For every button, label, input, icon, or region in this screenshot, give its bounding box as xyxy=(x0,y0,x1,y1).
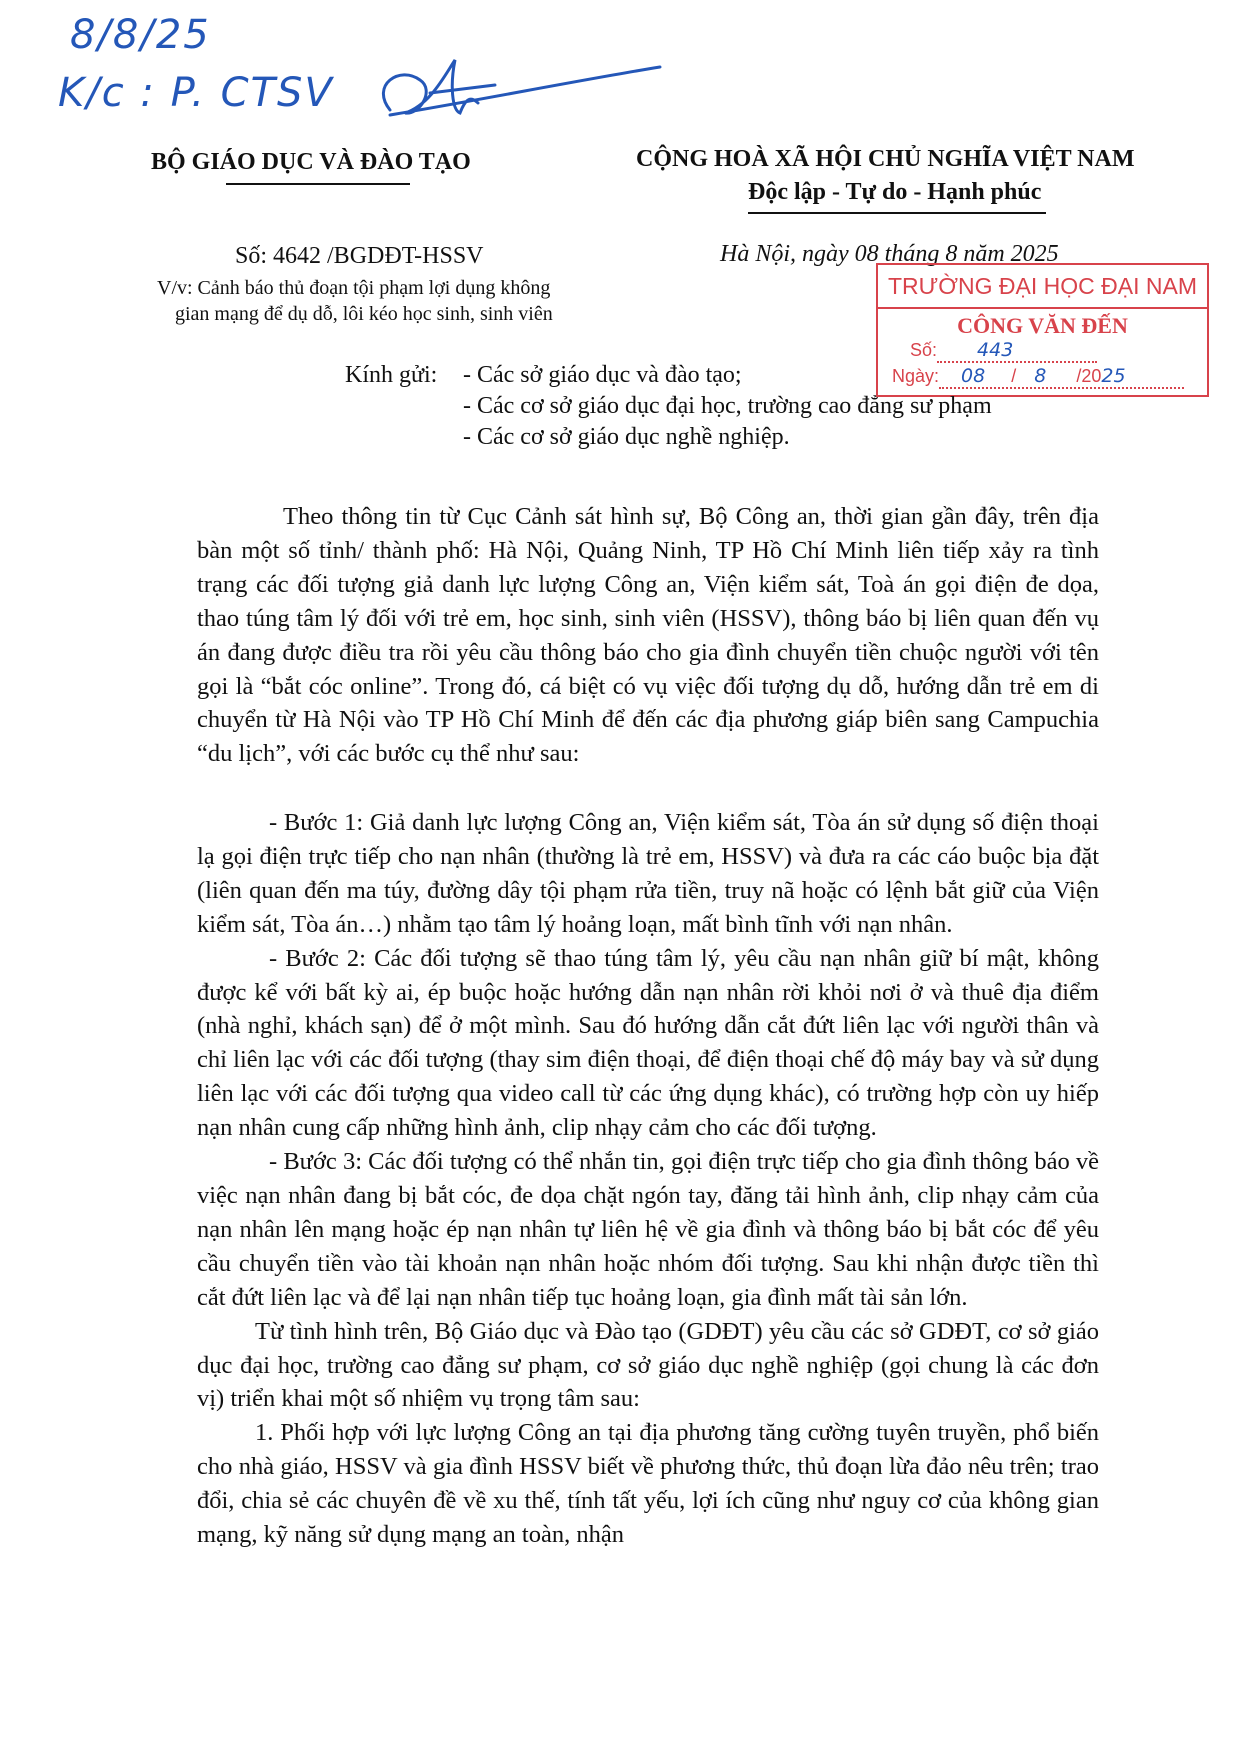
national-motto: Độc lập - Tự do - Hạnh phúc xyxy=(748,179,1042,205)
stamp-date-label: Ngày: xyxy=(892,366,940,386)
country-name: CỘNG HOÀ XÃ HỘI CHỦ NGHĨA VIỆT NAM xyxy=(636,146,1135,172)
motto-underline xyxy=(748,212,1046,214)
step-2-paragraph: - Bước 2: Các đối tượng sẽ thao túng tâm lý, yêu cầu nạn nhân giữ bí mật, không được kể với bất kỳ ai, ép buộc hoặc hướng dẫn nạn nhân rời khỏi nơi ở và thuê địa điểm (nhà nghỉ, khách sạn) để ở một mình. Sau đó hướng dẫn cắt đứt liên lạc với người thân và chỉ liên lạc với các đối tượng (thay sim điện thoại, để điện thoại chế độ máy bay và sử dụng liên lạc với các đối tượng qua video call từ các ứng dụng khác), có trường hợp còn uy hiếp nạn nhân cung cấp những hình ảnh, clip nhạy cảm cho các đối tượng. xyxy=(197,944,1099,1142)
recipient-item: - Các cơ sở giáo dục nghề nghiệp. xyxy=(463,424,790,450)
intro-paragraph: Theo thông tin từ Cục Cảnh sát hình sự, Bộ Công an, thời gian gần đây, trên địa bàn một số tỉnh/ thành phố: Hà Nội, Quảng Ninh, TP Hồ Chí Minh liên tiếp xảy ra tình trạng các đối tượng giả danh lực lượng Công an, Viện kiểm sát, Toà án gọi điện đe dọa, thao túng tâm lý đối với trẻ em, học sinh, sinh viên (HSSV), thông báo bị liên quan đến vụ án đang được điều tra rồi yêu cầu thông báo cho gia đình chuyển tiền chuộc người với tên gọi là “bắt cóc online”. Trong đó, cá biệt có vụ việc đối tượng dụ dỗ, hướng dẫn trẻ em di chuyển từ Hà Nội vào TP Hồ Chí Minh để đến các địa phương giáp biên sang Campuchia “du lịch”, với các bước cụ thể như sau: xyxy=(197,503,1099,768)
stamp-school-name: TRƯỜNG ĐẠI HỌC ĐẠI NAM xyxy=(878,265,1207,309)
steps-section xyxy=(197,806,1099,1552)
recipients-label: Kính gửi: xyxy=(345,362,438,388)
subject-line-1: V/v: Cảnh báo thủ đoạn tội phạm lợi dụng không xyxy=(157,277,551,299)
handwritten-signature xyxy=(360,55,680,145)
ministry-underline xyxy=(226,183,410,185)
recipient-item: - Các sở giáo dục và đào tạo; xyxy=(463,362,742,388)
stamp-number-label: Số: xyxy=(910,340,938,360)
place-and-date: Hà Nội, ngày 08 tháng 8 năm 2025 xyxy=(720,241,1059,267)
stamp-date-year-prefix: /20 xyxy=(1076,366,1102,386)
task-1-paragraph: 1. Phối hợp với lực lượng Công an tại địa phương tăng cường tuyên truyền, phổ biến cho nhà giáo, HSSV và gia đình HSSV biết về phương thức, thủ đoạn lừa đảo nêu trên; trao đổi, chia sẻ các chuyên đề về xu thế, tính tất yếu, lợi ích cũng như nguy cơ của không gian mạng, kỹ năng sử dụng mạng an toàn, nhận xyxy=(197,1419,1099,1549)
stamp-date-year: 25 xyxy=(1101,365,1126,387)
handwritten-date: 8/8/25 xyxy=(70,12,211,58)
subject-line-2: gian mạng để dụ dỗ, lôi kéo học sinh, sinh viên xyxy=(175,303,553,325)
handwritten-routing-note: K/c : P. CTSV xyxy=(58,70,334,116)
request-paragraph: Từ tình hình trên, Bộ Giáo dục và Đào tạo (GDĐT) yêu cầu các sở GDĐT, cơ sở giáo dục đại học, trường cao đẳng sư phạm, cơ sở giáo dục nghề nghiệp (gọi chung là các đơn vị) triển khai một số nhiệm vụ trọng tâm sau: xyxy=(197,1317,1099,1413)
stamp-number-row xyxy=(910,339,1207,363)
document-number: Số: 4642 /BGDĐT-HSSV xyxy=(235,243,484,269)
stamp-title: CÔNG VĂN ĐẾN xyxy=(957,313,1128,338)
stamp-date-day: 08 xyxy=(961,365,986,387)
stamp-date-row: Ngày: 08 / 8 /2025 xyxy=(892,365,1207,389)
letter-body xyxy=(197,500,1099,771)
ministry-name: BỘ GIÁO DỤC VÀ ĐÀO TẠO xyxy=(151,149,471,175)
received-stamp xyxy=(876,263,1209,397)
stamp-date-month: 8 xyxy=(1034,365,1047,387)
step-1-paragraph: - Bước 1: Giả danh lực lượng Công an, Viện kiểm sát, Tòa án sử dụng số điện thoại lạ gọi điện trực tiếp cho nạn nhân (thường là trẻ em, HSSV) và đưa ra các cáo buộc bịa đặt (liên quan đến ma túy, đường dây tội phạm rửa tiền, truy nã hoặc có lệnh bắt giữ của Viện kiểm sát, Tòa án…) nhằm tạo tâm lý hoảng loạn, mất bình tĩnh với nạn nhân. xyxy=(197,809,1099,938)
step-3-paragraph: - Bước 3: Các đối tượng có thể nhắn tin, gọi điện trực tiếp cho gia đình thông báo về việc nạn nhân đang bị bắt cóc, đe dọa chặt ngón tay, đăng tải hình ảnh, clip nhạy cảm của nạn nhân lên mạng hoặc ép nạn nhân tự liên hệ về gia đình và thông báo bị bắt cóc để yêu cầu chuyển tiền vào tài khoản nạn nhân hoặc nhóm đối tượng. Sau khi nhận được tiền thì cắt đứt liên lạc và để lại nạn nhân tiếp tục hoảng loạn, gia đình mất tài sản lớn. xyxy=(197,1148,1099,1311)
stamp-number-value: 443 xyxy=(977,339,1014,361)
recipient-item: - Các cơ sở giáo dục đại học, trường cao đẳng sư phạm xyxy=(463,393,992,419)
